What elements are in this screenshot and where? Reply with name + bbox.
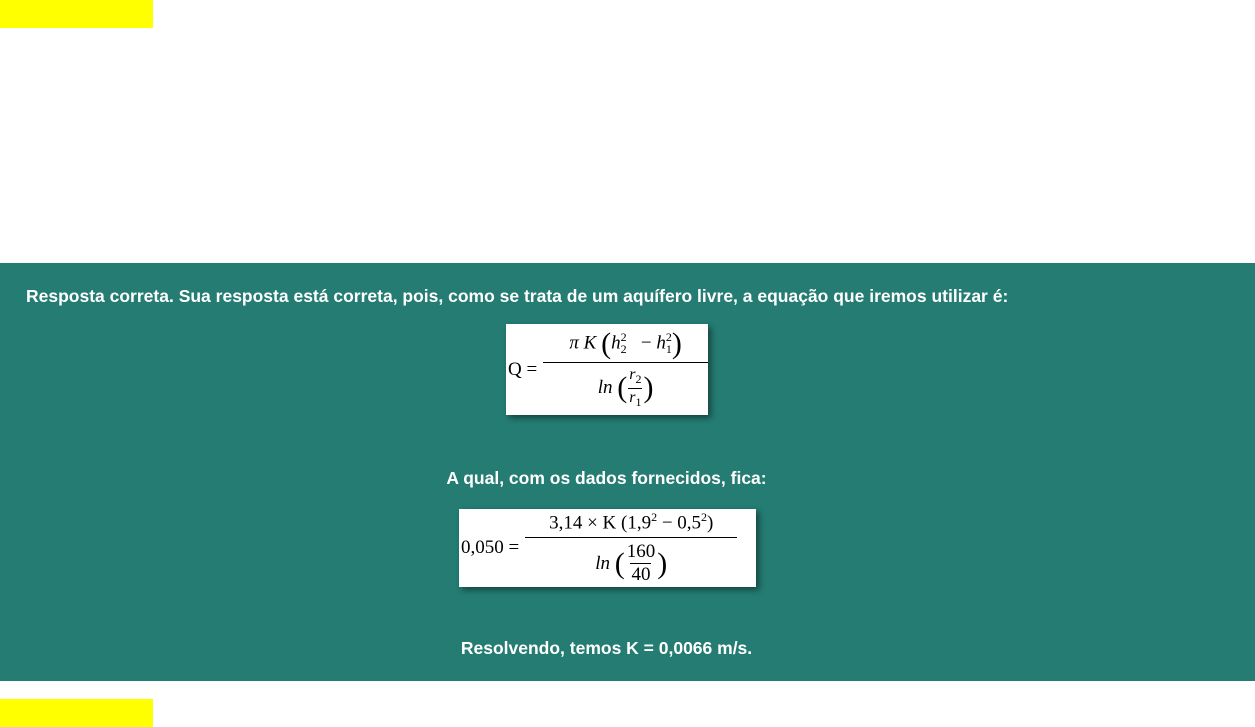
formula-substituted-image: [459, 509, 756, 587]
formula1-denominator: ln ( $\frac{r_2}{r_1}$ ): [543, 362, 708, 409]
feedback-result-text: Resolvendo, temos K = 0,0066 m/s.: [460, 638, 753, 658]
formula2-numerator: 3,14 × K $(1,9^2 - 0,5^2)$: [549, 509, 714, 534]
feedback-mid-text: A qual, com os dados fornecidos, fica:: [446, 468, 767, 488]
formula-general-image: [506, 324, 708, 415]
highlight-marker-bottom: [0, 699, 153, 727]
formula2-lhs: 0,050 =: [461, 537, 520, 558]
feedback-panel: [0, 263, 1255, 681]
formula2-fraction: [525, 510, 737, 586]
feedback-intro-text: Resposta correta. Sua resposta está correta, pois, como se trata de um aquífero livre, a equação que iremos utilizar é:: [26, 286, 1009, 306]
highlight-marker-top: [0, 0, 153, 28]
formula1-fraction: [543, 329, 708, 409]
formula2-denominator: ln ( $\frac{160}{40}$ ): [525, 537, 737, 586]
formula1-numerator: π K ($h^2_2$ − $h^2_1$): [569, 327, 682, 361]
formula1-lhs: Q =: [508, 358, 538, 380]
